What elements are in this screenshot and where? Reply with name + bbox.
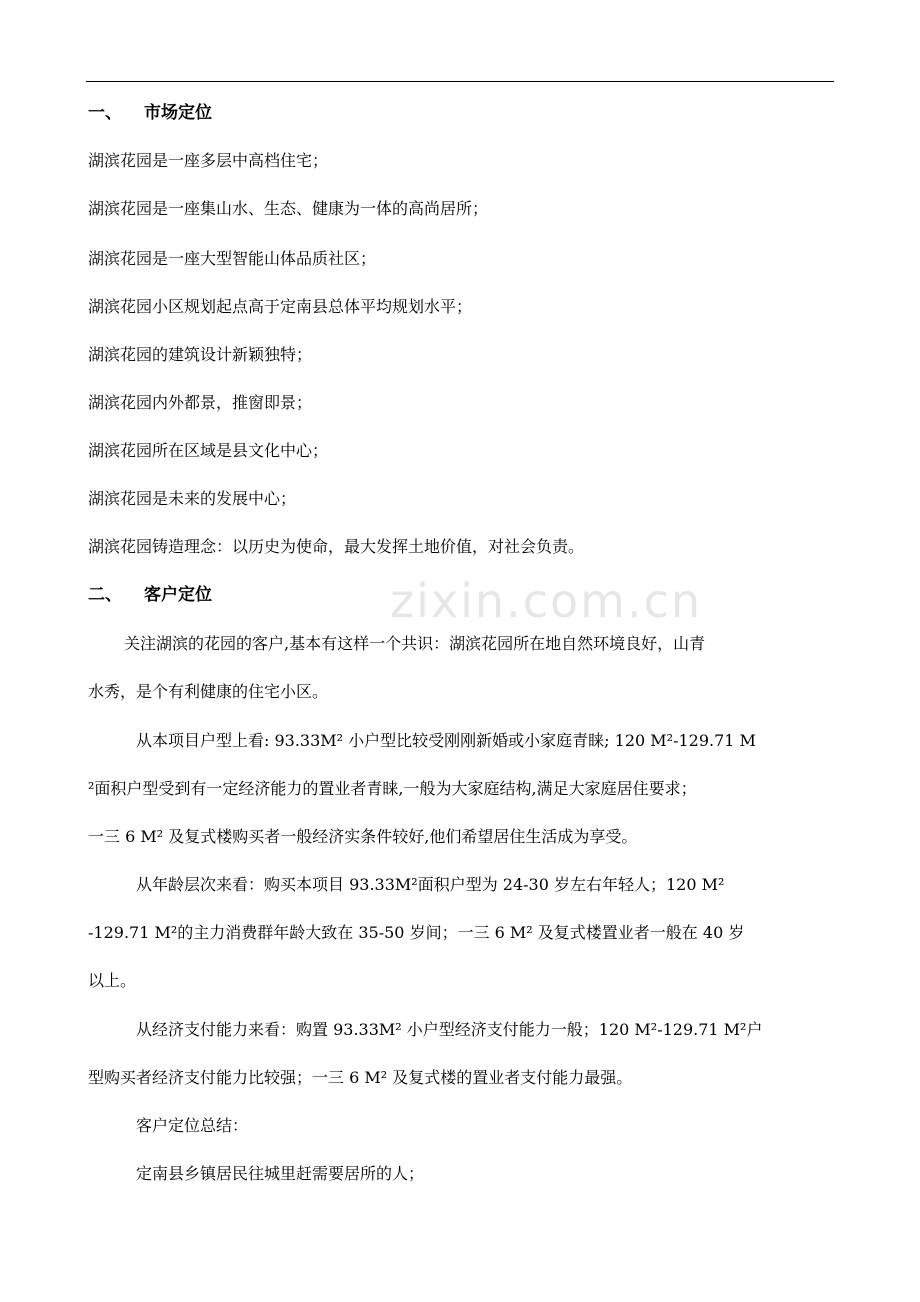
watermark: zixin.com.cn — [390, 574, 703, 628]
paragraph-line: 以上。 — [88, 971, 137, 990]
paragraph-line: 从年龄层次来看：购买本项目 93.33M²面积户型为 24-30 岁左右年轻人；120 M² — [136, 875, 725, 894]
paragraph-line: 湖滨花园小区规划起点高于定南县总体平均规划水平； — [88, 297, 473, 316]
section-number: 二、 — [88, 585, 122, 605]
paragraph-line: 从经济支付能力来看：购置 93.33M² 小户型经济支付能力一般；120 M²-129.71 M²户 — [136, 1020, 763, 1039]
paragraph-line: 型购买者经济支付能力比较强；一三 6 M² 及复式楼的置业者支付能力最强。 — [88, 1068, 633, 1087]
section-heading-market — [88, 103, 212, 123]
paragraph-line: -129.71 M²的主力消费群年龄大致在 35-50 岁间；一三 6 M² 及复式楼置业者一般在 40 岁 — [88, 923, 745, 942]
paragraph-line: 关注湖滨的花园的客户,基本有这样一个共识：湖滨花园所在地自然环境良好，山青 — [124, 634, 706, 653]
section-title: 客户定位 — [144, 585, 212, 605]
paragraph-line: 湖滨花园内外都景，推窗即景； — [88, 393, 313, 412]
section-number: 一、 — [88, 103, 122, 123]
paragraph-line: 湖滨花园铸造理念：以历史为使命，最大发挥土地价值，对社会负责。 — [88, 537, 585, 556]
paragraph-line: 湖滨花园是未来的发展中心； — [88, 489, 297, 508]
paragraph-line: ²面积户型受到有一定经济能力的置业者青睐,一般为大家庭结构,满足大家庭居住要求； — [88, 779, 697, 798]
paragraph-line: 客户定位总结： — [136, 1116, 249, 1135]
paragraph-line: 从本项目户型上看: 93.33M² 小户型比较受刚刚新婚或小家庭青睐; 120 M²-129.71 M — [136, 731, 756, 750]
section-title: 市场定位 — [144, 103, 212, 123]
paragraph-line: 湖滨花园是一座大型智能山体品质社区； — [88, 249, 377, 268]
paragraph-line: 湖滨花园的建筑设计新颖独特； — [88, 345, 313, 364]
paragraph-line: 湖滨花园所在区域是县文化中心； — [88, 441, 329, 460]
header-rule — [86, 81, 834, 82]
paragraph-line: 湖滨花园是一座集山水、生态、健康为一体的高尚居所； — [88, 199, 489, 218]
paragraph-line: 定南县乡镇居民往城里赶需要居所的人； — [136, 1164, 425, 1183]
section-heading-customer — [88, 585, 212, 605]
paragraph-line: 一三 6 M² 及复式楼购买者一般经济实条件较好,他们希望居住生活成为享受。 — [88, 827, 638, 846]
paragraph-line: 水秀，是个有利健康的住宅小区。 — [88, 682, 329, 701]
paragraph-line: 湖滨花园是一座多层中高档住宅； — [88, 151, 329, 170]
